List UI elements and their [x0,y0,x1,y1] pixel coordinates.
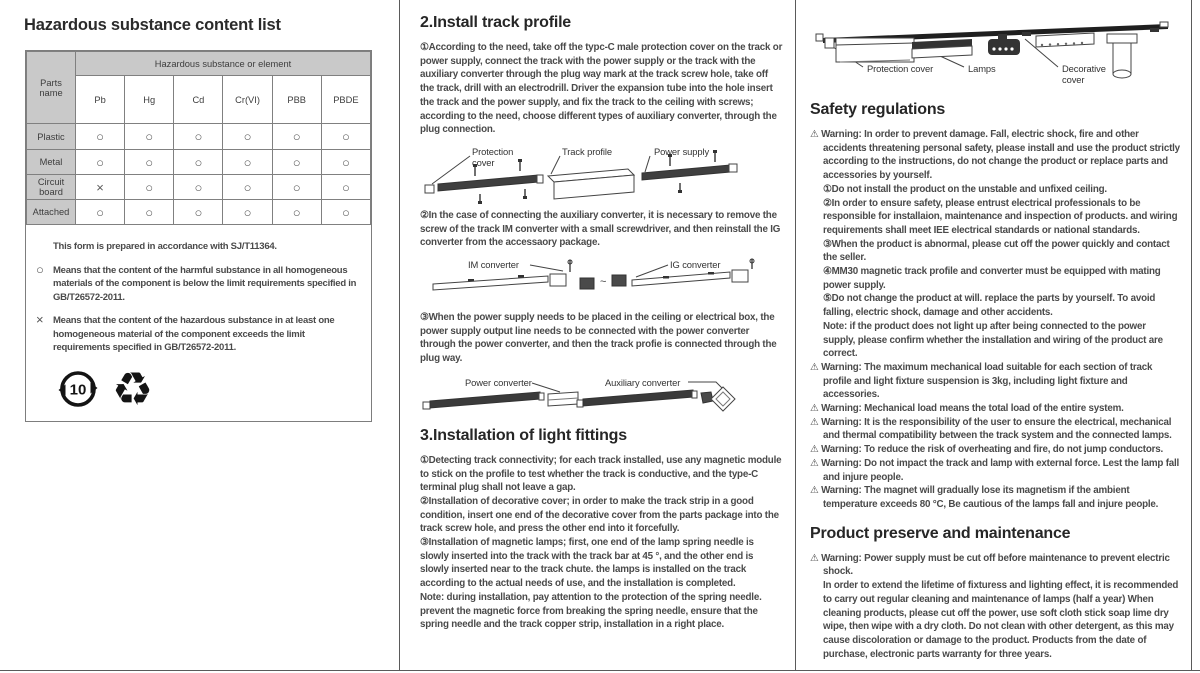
safety-warning-item: ⚠ Warning: In order to prevent damage. Fall, electric shock, fire and other accidents threatening personal safety, please install and use the product strictly according to the instructions, do not change the product or replace parts and accessories by yourself. [810,129,1180,182]
table-cell: ○ [125,150,174,175]
table-cell: ○ [174,150,223,175]
section-heading: Safety regulations [810,101,946,118]
compliance-icons [58,361,371,416]
row-header: Metal [27,150,76,175]
ig-converter-label: IG converter [670,259,721,271]
row-header: Attached [27,200,76,225]
safety-list-item: ③When the product is abnormal, please cut off the power quickly and contact the seller. [823,238,1170,264]
safety-list-item: ②In order to ensure safety, please entrust electrical professionals to be responsible for installaion, maintenance and inspection of products. and wiring requirements shall meet IEE electrical standards or national standards. [823,197,1178,236]
table-row [27,175,371,200]
auxiliary-converter-label: Auxiliary converter [605,376,681,388]
warning-icon: ⚠ [810,129,819,140]
power-converter-label: Power converter [465,376,532,388]
table-cell: ○ [174,175,223,200]
protection-cover-label: Protection cover [867,63,934,74]
safety-list-item: ⑤Do not change the product at will. replace the parts by yourself. To avoid falling, electric shock, damage and other accidents. [823,293,1156,319]
track-system-overview-diagram [810,2,1192,94]
decorative-cover-label: Decorative cover [1062,63,1106,85]
table-cell: ○ [223,124,272,150]
safety-list-item: ①Do not install the product on the unstable and unfixed ceiling. [823,183,1107,195]
page-title: Hazardous substance content list [24,16,281,34]
table-cell: ○ [125,175,174,200]
column-header: Pb [76,76,125,124]
table-cell: ○ [76,200,125,225]
maintenance-warning: ⚠ Warning: Power supply must be cut off before maintenance to prevent electric shock. [810,552,1170,578]
row-header: Plastic [27,124,76,150]
lamps-label: Lamps [968,63,996,74]
table-row [27,200,371,225]
table-cell: ○ [76,150,125,175]
safety-list-item: ④MM30 magnetic track profile and converter must be equipped with mating power supply. [823,266,1161,291]
table-cell: ○ [125,124,174,150]
warning-icon: ⚠ [810,457,819,469]
table-cell: ○ [223,200,272,225]
table-cell: ○ [223,150,272,175]
warning-icon: ⚠ [810,361,819,373]
table-cell: ○ [223,175,272,200]
table-cell: ○ [174,200,223,225]
track-parts-diagram [420,144,790,206]
svg-text:10: 10 [69,381,87,398]
cross-legend-note: × Means that the content of the hazardous substance in at least one homogeneous material of the component exceeds the limit requirements specified in GB/T26572-2011. [36,312,335,353]
column-header: Cr(VI) [223,76,272,124]
table-cell: ○ [321,150,370,175]
instruction-step: ③When the power supply needs to be placed in the ceiling or electrical box, the power supply output line needs to be connected with the power converter through the power converter, and then the track profie is connected through the plug way. [420,312,777,365]
protection-cover-label: Protection cover [472,145,514,168]
safety-warning-item: ⚠ Warning: The magnet will gradually lose its magnetism if the ambient temperature exceeds 80 °C, Be cautious of the lamps fall and injure people. [810,485,1159,510]
hazardous-substance-panel [25,50,372,422]
section-heading: 2.Install track profile [420,14,572,31]
table-cell: ○ [321,200,370,225]
power-supply-label: Power supply [654,145,710,157]
table-cell: ○ [272,200,321,225]
row-header: Circuit board [27,175,76,200]
warning-icon: ⚠ [810,444,819,456]
table-group-header: Hazardous substance or element [76,52,371,76]
table-cell: ○ [174,124,223,150]
table-cell: ○ [125,200,174,225]
instruction-step: ②In the case of connecting the auxiliary converter, it is necessary to remove the screw of the track IM converter with a small screwdriver, and then reinstall the IG converter from the accessaory package. [420,209,781,249]
instruction-step: ①According to the need, take off the typc-C male protection cover on the track or power supply, connect the track with the power supply or the track with the auxiliary converter through the plug way mark at the track screw hole, take off the track, drill with an electrodrill. Driver the expansion tube into the hole insert the track and the power supply, and fix the track to the ceiling with screws; according to the need, choose different types of auxiliary converter, through the plug connection. [420,42,783,136]
power-converter-diagram [420,375,790,421]
hazardous-substance-table [26,51,371,225]
table-cell: ○ [272,124,321,150]
table-note-intro: This form is prepared in accordance with SJ/T11364. [53,241,277,252]
epup-10-years-icon [58,369,98,409]
safety-list-item: Note: if the product does not light up after being connected to the power supply, please confirm whether the installation and wiring of the product are correct. [823,320,1163,360]
safety-warning-item: ⚠ Warning: It is the responsibility of the user to ensure the electrical, mechanical and thermal compatibility between the track system and the connected lamps. [810,416,1172,442]
column-header: PBDE [321,76,370,124]
table-corner-header: Parts name [27,52,76,124]
recycling-icon: ♻ [112,361,154,416]
install-track-profile-section [399,0,795,671]
table-cell: ○ [321,175,370,200]
safety-warning-item: ⚠ Warning: To reduce the risk of overheating and fire, do not jump conductors. [810,444,1163,456]
table-row [27,150,371,175]
hazardous-substance-section [0,0,399,671]
column-header: Hg [125,76,174,124]
im-converter-label: IM converter [468,259,519,271]
safety-warning-item: ⚠ Warning: The maximum mechanical load suitable for each section of track profile and light fixture suspension is 3kg, including light fixture and accessories. [810,361,1153,401]
track-system-drawing [810,2,1192,94]
safety-warning-item: ⚠ Warning: Mechanical load means the total load of the entire system. [810,403,1124,415]
safety-warning-item: ⚠ Warning: Do not impact the track and lamp with external force. Lest the lamp fall and injure people. [810,457,1180,483]
warning-icon: ⚠ [810,485,819,497]
column-header: PBB [272,76,321,124]
instruction-step: ①Detecting track connectivity; for each track installed, use any magnetic module to stick on the profile to test whether the track is conductive, and the type-C terminal plug shall not leave a gap. [420,454,782,494]
converter-diagram [420,258,790,306]
table-cell: ○ [272,175,321,200]
table-cell: ○ [321,124,370,150]
safety-section [795,0,1192,671]
table-row [27,124,371,150]
table-cell: ○ [272,150,321,175]
table-cell: × [76,175,125,200]
warning-icon: ⚠ [810,416,819,428]
svg-text:~: ~ [600,276,607,289]
cross-marker: × [36,312,44,327]
maintenance-body: In order to extend the lifetime of fixturess and lighting effect, it is recommended to carry out regular cleaning and maintenance of lamps (half a year) When cleaning products, please cut off the power, use soft cloth stick soap lime dry wipe, then wipe with a dry cloth. Do not clean with other detergent, as this may cause discoloration or damage to the product. Products from the date of purchase, electronic parts warranty for three years. [823,580,1179,660]
circle-legend-note: ○ Means that the content of the harmful substance in all homogeneous materials of the component is below the limit requirements specified in GB/T26572-2011. [36,261,357,303]
instruction-step: ③Installation of magnetic lamps; first, one end of the lamp spring needle is slowly inserted into the track with the track bar at 45 °, and the other end is slowly inserted near to the track chute. the lamps is installed on the track according to the actual needs of use, and the installation is completed. [420,537,754,590]
section-heading: 3.Installation of light fittings [420,426,627,444]
instruction-note: Note: during installation, pay attention to the protection of the spring needle. prevent the magnetic force from breaking the spring needle, ensure that the spring needle and the track copper strip, installation in a right place. [420,591,762,631]
track-profile-label: Track profile [562,145,612,157]
column-header: Cd [174,76,223,124]
warning-icon: ⚠ [810,403,819,415]
circle-marker: ○ [36,261,44,277]
instruction-step: ②Installation of decorative cover; in order to make the track strip in a good condition, insert one end of the decorative cover from the parts package into the track screw hole, and press the other end into it forcefully. [420,495,779,535]
table-cell: ○ [76,124,125,150]
section-heading: Product preserve and maintenance [810,524,1071,542]
warning-icon: ⚠ [810,552,819,564]
